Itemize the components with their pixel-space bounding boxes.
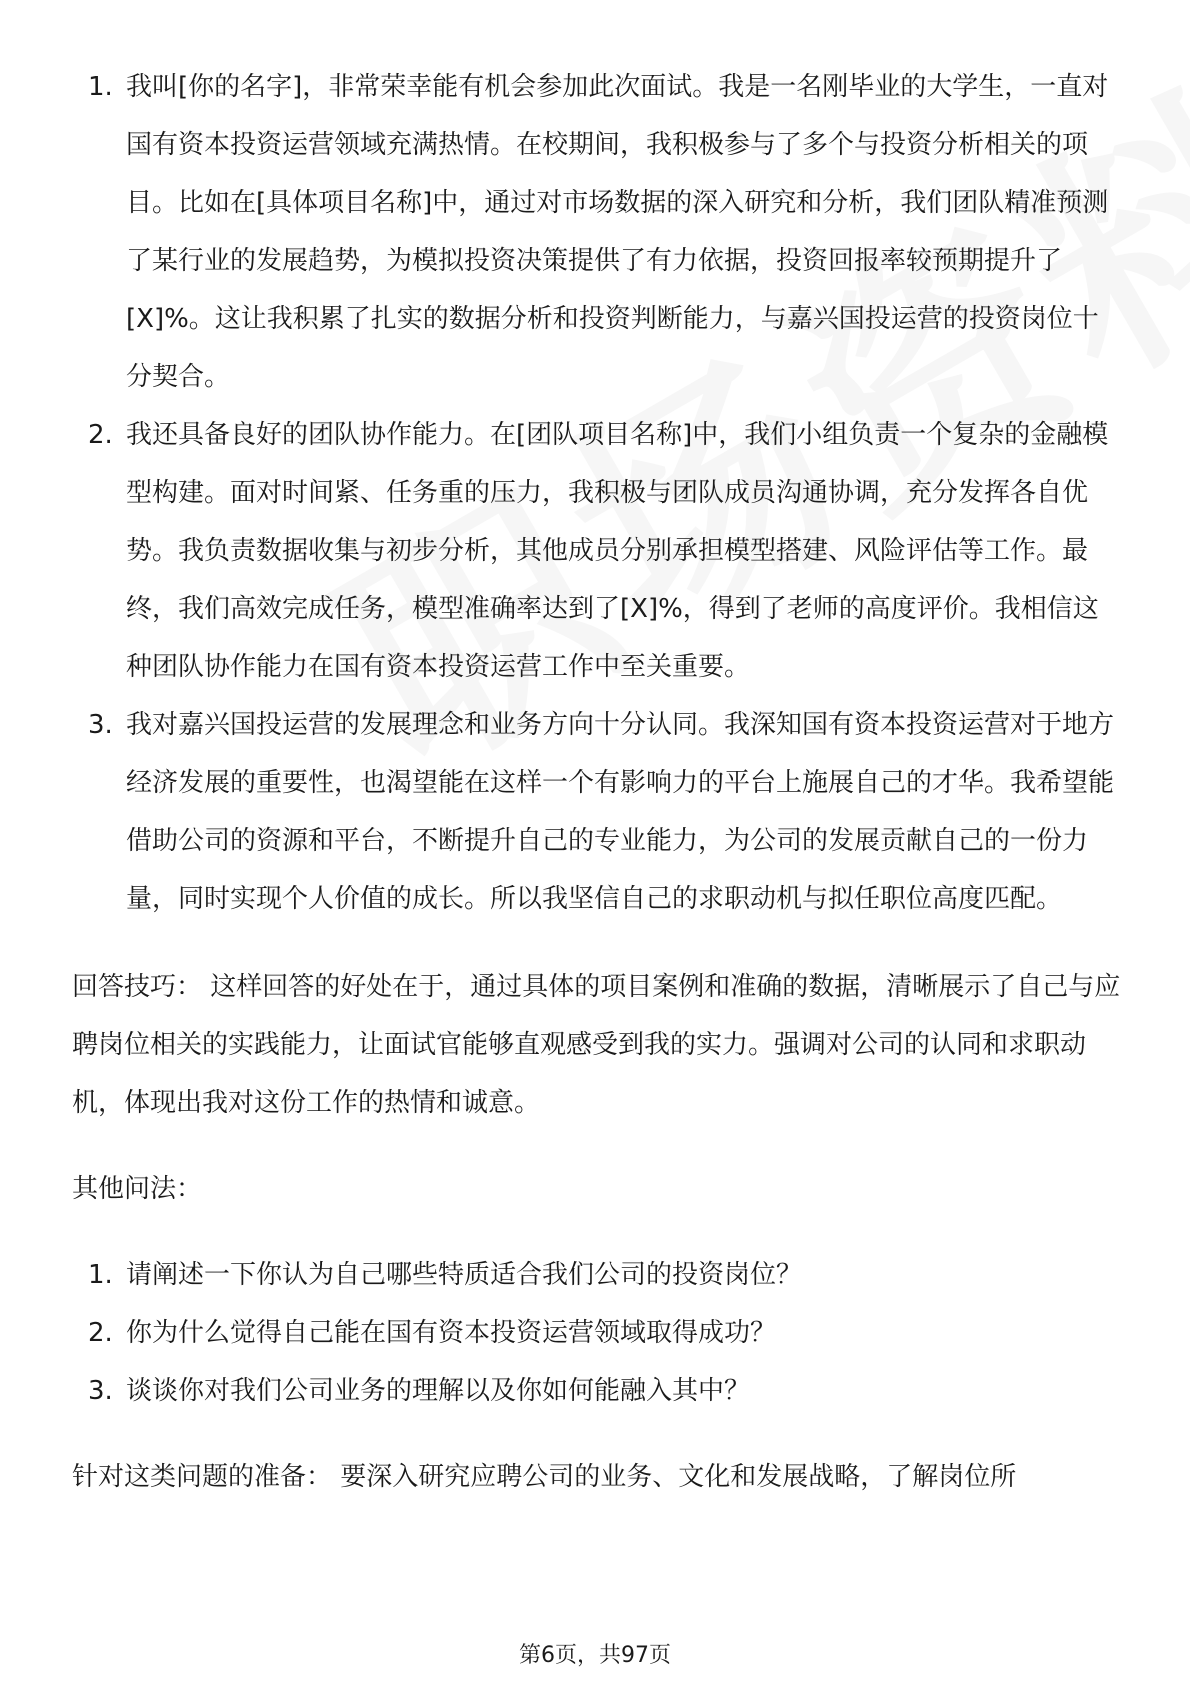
list-number: 3. (88, 1376, 113, 1406)
question-text: 谈谈你对我们公司业务的理解以及你如何能融入其中？ (126, 1376, 751, 1406)
answer-item-3 (72, 696, 1122, 928)
other-questions-list (72, 1246, 1122, 1420)
answer-text: 我还具备良好的团队协作能力。在[团队项目名称]中，我们小组负责一个复杂的金融模型构建。面对时间紧、任务重的压力，我积极与团队成员沟通协调，充分发挥各自优势。我负责数据收集与初步分析，其他成员分别承担模型搭建、风险评估等工作。最终，我们高效完成任务，模型准确率达到了[X]%，得到了老师的高度评价。我相信这种团队协作能力在国有资本投资运营工作中至关重要。 (126, 420, 1109, 682)
answer-item-1 (72, 58, 1122, 406)
question-item-1 (72, 1246, 1122, 1304)
answer-text: 我叫[你的名字]，非常荣幸能有机会参加此次面试。我是一名刚毕业的大学生，一直对国有资本投资运营领域充满热情。在校期间，我积极参与了多个与投资分析相关的项目。比如在[具体项目名称]中，通过对市场数据的深入研究和分析，我们团队精准预测了某行业的发展趋势，为模拟投资决策提供了有力依据，投资回报率较预期提升了[X]%。这让我积累了扎实的数据分析和投资判断能力，与嘉兴国投运营的投资岗位十分契合。 (126, 72, 1109, 392)
list-number: 2. (88, 1318, 113, 1348)
page-content (72, 58, 1122, 1506)
question-text: 请阐述一下你认为自己哪些特质适合我们公司的投资岗位？ (126, 1260, 803, 1290)
list-number: 1. (88, 72, 113, 102)
answer-text: 我对嘉兴国投运营的发展理念和业务方向十分认同。我深知国有资本投资运营对于地方经济发展的重要性，也渴望能在这样一个有影响力的平台上施展自己的才华。我希望能借助公司的资源和平台，不断提升自己的专业能力，为公司的发展贡献自己的一份力量，同时实现个人价值的成长。所以我坚信自己的求职动机与拟任职位高度匹配。 (126, 710, 1115, 914)
question-item-2 (72, 1304, 1122, 1362)
question-text: 你为什么觉得自己能在国有资本投资运营领域取得成功？ (126, 1318, 777, 1348)
answer-tips: 回答技巧： 这样回答的好处在于，通过具体的项目案例和准确的数据，清晰展示了自己与应聘岗位相关的实践能力，让面试官能够直观感受到我的实力。强调对公司的认同和求职动机，体现出我对这份工作的热情和诚意。 (72, 972, 1121, 1118)
preparation-text: 针对这类问题的准备： 要深入研究应聘公司的业务、文化和发展战略，了解岗位所 (72, 1462, 1017, 1492)
list-number: 2. (88, 420, 113, 450)
answer-list (72, 58, 1122, 928)
answer-item-2 (72, 406, 1122, 696)
list-number: 1. (88, 1260, 113, 1290)
other-questions-heading: 其他问法： (72, 1174, 203, 1204)
question-item-3 (72, 1362, 1122, 1420)
list-number: 3. (88, 710, 113, 740)
page-number-footer: 第6页，共97页 (519, 1643, 671, 1668)
